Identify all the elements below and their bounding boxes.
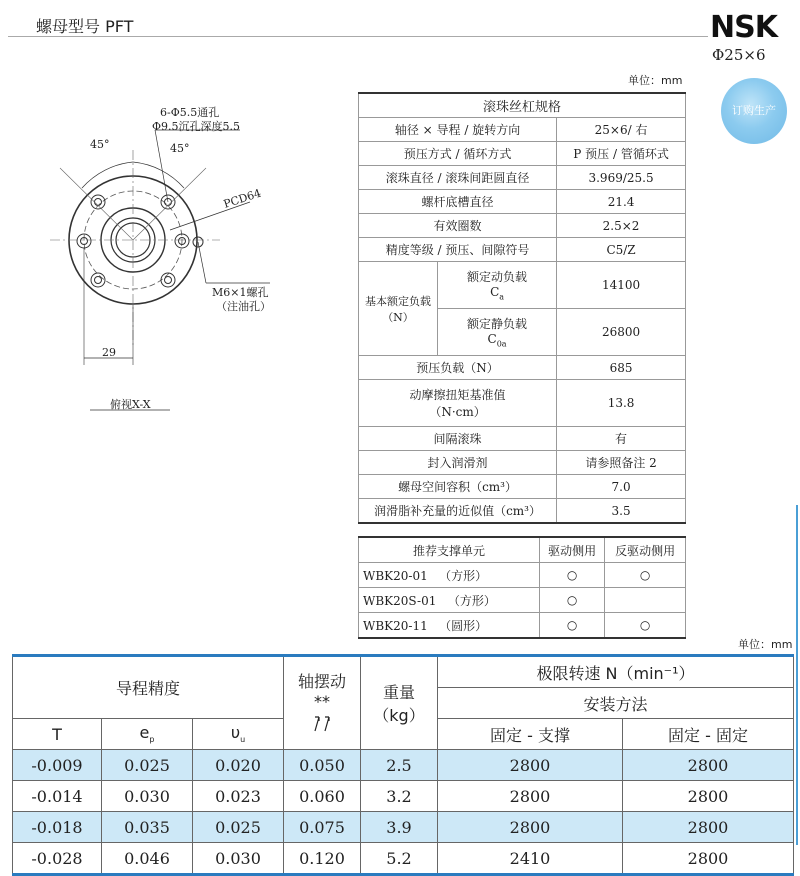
wobble-header: 轴摆动 ** bbox=[284, 656, 361, 750]
page-header bbox=[8, 8, 708, 37]
col-fixed-fixed: 固定 - 固定 bbox=[623, 719, 794, 750]
table-row: -0.018 0.035 0.025 0.075 3.9 2800 2800 bbox=[13, 812, 794, 843]
drive-mark: ○ bbox=[540, 613, 605, 639]
grease-value: 3.5 bbox=[557, 499, 686, 524]
spec-label: 预压方式 / 循环方式 bbox=[359, 142, 557, 166]
page-title: 螺母型号 PFT bbox=[36, 17, 134, 36]
reverse-mark: ○ bbox=[605, 613, 686, 639]
view-label: 俯视X-X bbox=[110, 398, 151, 411]
spacer-value: 有 bbox=[557, 427, 686, 451]
accuracy-speed-table bbox=[12, 654, 794, 876]
flange-drawing bbox=[20, 90, 340, 420]
seal-label: 封入润滑剂 bbox=[359, 451, 557, 475]
reverse-mark: ○ bbox=[605, 563, 686, 588]
spec-value: 21.4 bbox=[557, 190, 686, 214]
spec-table bbox=[358, 92, 686, 524]
oil-hole-note: （注油孔） bbox=[216, 300, 271, 313]
static-load-label: 额定静负载 $C_{0a}$ bbox=[438, 309, 557, 356]
spec-title: 滚珠丝杠规格 bbox=[359, 93, 686, 118]
side-accent-line bbox=[796, 505, 798, 845]
col-fixed-support: 固定 - 支撑 bbox=[438, 719, 623, 750]
spec-label: 有效圈数 bbox=[359, 214, 557, 238]
nut-size: Φ25×6 bbox=[712, 46, 766, 64]
reverse-mark bbox=[605, 588, 686, 613]
brand-logo: NSK bbox=[710, 10, 777, 45]
spec-label: 精度等级 / 预压、间隙符号 bbox=[359, 238, 557, 262]
preload-label: 预压负载（N） bbox=[359, 356, 557, 380]
seal-value: 请参照备注 2 bbox=[557, 451, 686, 475]
install-header: 安装方法 bbox=[438, 688, 794, 719]
table-row: -0.009 0.025 0.020 0.050 2.5 2800 2800 bbox=[13, 750, 794, 781]
drive-mark: ○ bbox=[540, 588, 605, 613]
space-value: 7.0 bbox=[557, 475, 686, 499]
spec-value: 2.5×2 bbox=[557, 214, 686, 238]
spec-label: 螺杆底槽直径 bbox=[359, 190, 557, 214]
lead-accuracy-header: 导程精度 bbox=[13, 656, 284, 719]
spec-label: 轴径 × 导程 / 旋转方向 bbox=[359, 118, 557, 142]
spec-label: 滚珠直径 / 滚珠间距圆直径 bbox=[359, 166, 557, 190]
counterbore-label: Φ9.5沉孔深度5.5 bbox=[152, 120, 241, 133]
support-unit-table bbox=[358, 536, 686, 639]
weight-header: 重量 （kg） bbox=[361, 656, 438, 750]
spec-unit: 单位：mm bbox=[628, 74, 683, 87]
preload-value: 685 bbox=[557, 356, 686, 380]
order-production-badge: 订购生产 bbox=[721, 78, 787, 144]
bottom-unit: 单位：mm bbox=[738, 638, 793, 651]
col-ep: $e_p$ bbox=[102, 719, 193, 750]
spec-value: C5/Z bbox=[557, 238, 686, 262]
load-label: 基本额定负载 （N） bbox=[359, 262, 438, 356]
grease-label: 润滑脂补充量的近似值（cm³） bbox=[359, 499, 557, 524]
dynamic-load-label: 额定动负载 $C_a$ bbox=[438, 262, 557, 309]
support-unit-name: WBK20-01 （方形） bbox=[359, 563, 540, 588]
spacer-label: 间隔滚珠 bbox=[359, 427, 557, 451]
table-row: -0.014 0.030 0.023 0.060 3.2 2800 2800 bbox=[13, 781, 794, 812]
angle-left: 45° bbox=[90, 138, 110, 151]
support-header: 驱动侧用 bbox=[540, 537, 605, 563]
space-label: 螺母空间容积（cm³） bbox=[359, 475, 557, 499]
support-unit-name: WBK20-11 （圆形） bbox=[359, 613, 540, 639]
spec-value: 3.969/25.5 bbox=[557, 166, 686, 190]
support-unit-name: WBK20S-01 （方形） bbox=[359, 588, 540, 613]
static-load-value: 26800 bbox=[557, 309, 686, 356]
table-row: -0.028 0.046 0.030 0.120 5.2 2410 2800 bbox=[13, 843, 794, 875]
wobble-icon bbox=[310, 711, 334, 733]
drive-mark: ○ bbox=[540, 563, 605, 588]
spec-value: 25×6/ 右 bbox=[557, 118, 686, 142]
oil-hole-label: M6×1螺孔 bbox=[212, 286, 269, 299]
angle-right: 45° bbox=[170, 142, 190, 155]
holes-label: 6-Φ5.5通孔 bbox=[160, 106, 220, 119]
torque-value: 13.8 bbox=[557, 380, 686, 427]
support-header: 反驱动侧用 bbox=[605, 537, 686, 563]
pcd-label: PCD64 bbox=[221, 186, 263, 211]
torque-label: 动摩擦扭矩基准值 （N·cm） bbox=[359, 380, 557, 427]
col-t: T bbox=[13, 719, 102, 750]
col-vu: $\upsilon_u$ bbox=[193, 719, 284, 750]
speed-header: 极限转速 N（min⁻¹） bbox=[438, 656, 794, 688]
spec-value: P 预压 / 管循环式 bbox=[557, 142, 686, 166]
support-header: 推荐支撑单元 bbox=[359, 537, 540, 563]
dim-29: 29 bbox=[102, 346, 116, 359]
dynamic-load-value: 14100 bbox=[557, 262, 686, 309]
